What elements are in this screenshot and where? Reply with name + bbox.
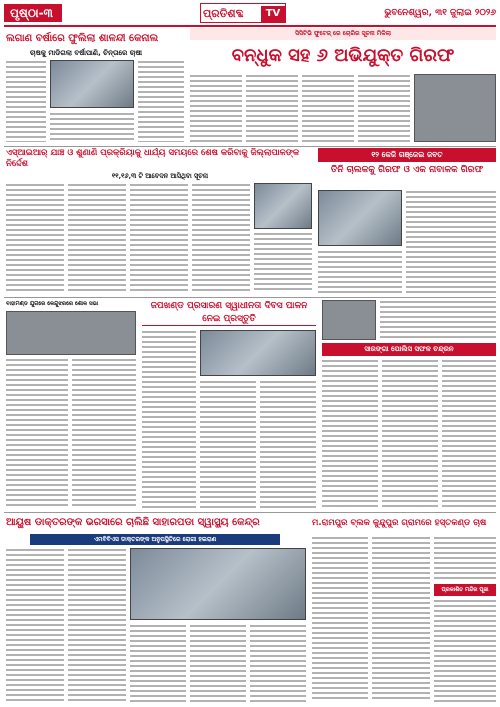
story3-photo bbox=[254, 183, 312, 229]
story8-headline: ମ.ରାମପୁର ବ୍ଲକ କୁନ୍ଦୁପୁର ଗ୍ରାମରେ ହସ୍ତକଣ୍ଡ ଚାଷ bbox=[312, 518, 487, 528]
story6-portrait bbox=[322, 300, 376, 340]
story6-text-col2 bbox=[382, 359, 438, 508]
story8-text-col2 bbox=[372, 536, 430, 702]
story5-text-col3 bbox=[142, 330, 196, 508]
story8-text-col3 bbox=[434, 536, 496, 580]
story1-subheadline: ଚାଷକୁ ମାଡିଗଲା ବର୍ଷାପାଣି, ଚିନ୍ତାରେ ଚାଷୀ bbox=[30, 49, 143, 57]
story5-headline: ଜପଖଣ୍ଡ ପ୍ରସାରଣ ସ୍ୱାଧୀନତା ଦିବସ ପାଳନ ନେଇ ପ୍ରସ୍ତୁତି bbox=[142, 300, 316, 326]
story1-text-col2 bbox=[50, 112, 134, 142]
page-number: ପୃଷ୍ଠା-୩ bbox=[4, 4, 62, 22]
story6-text-top bbox=[380, 300, 496, 340]
divider-3 bbox=[4, 512, 496, 513]
story7-text-col5 bbox=[250, 624, 306, 702]
story7-headline: ଆୟୁଷ ଡାକ୍ତରଙ୍କ ଭରସାରେ ଚାଲିଛି ସାହାରପଡା ସ୍ୱାସ୍ଥ୍ୟ କେନ୍ଦ୍ର bbox=[6, 517, 260, 528]
story7-photo bbox=[130, 548, 306, 620]
story7-subheadline: ଏମବିବିଏସ ଡାକ୍ତରଙ୍କ ଅନୁପସ୍ଥିତିରେ ରୋଗୀ ହଇରାଣ bbox=[30, 534, 280, 545]
story4-text-col2 bbox=[318, 250, 402, 293]
story3-text-col3 bbox=[130, 183, 188, 293]
story2-text-col1 bbox=[190, 74, 242, 142]
edition-date: ଭୁବନେଶ୍ୱର, ୩୧ ଜୁଲାଇ ୨୦୨୬ bbox=[384, 8, 496, 18]
story5-text-col4 bbox=[200, 380, 256, 508]
story7-text-col1 bbox=[6, 548, 64, 702]
story7-text-col3 bbox=[130, 624, 186, 702]
story3-headline: ଏସ୍‌ଆଇଆର୍ ଯାଞ୍ଚ ଓ ଶୁଣାଣି ପ୍ରକ୍ରିୟାକୁ ଧାର୍ଯ୍ୟ ସମୟରେ ଶେଷ କରିବାକୁ ଜିଲ୍ଲାପାଳଙ୍କ ନିର୍ଦ୍ଦେଶ bbox=[6, 148, 300, 169]
story5-small-headline: ବାହାମଣ୍ଡ ଯୁଗରେ କେନ୍ଦୁଝରରେ ଶୋକ ସଭା bbox=[6, 301, 99, 307]
story7-text-col4 bbox=[190, 624, 246, 702]
story7-text-col2 bbox=[68, 548, 126, 702]
story2-text-col3 bbox=[302, 74, 354, 142]
story2-headline: ବନ୍ଧୁକ ସହ ୬ ଅଭିଯୁକ୍ତ ଗିରଫ bbox=[231, 45, 455, 66]
divider-1 bbox=[4, 146, 496, 147]
logo-tv-badge: TV bbox=[261, 6, 285, 22]
story3-text-col4 bbox=[192, 183, 250, 293]
story5-small-photo bbox=[6, 311, 136, 355]
story2-kicker: ସିସିଟିଭି ଫୁଟେଜ୍ ରେ ଚୋରିର ସୂଚନା ମିଳିଲା bbox=[190, 28, 496, 40]
story3-text-col1 bbox=[6, 183, 64, 293]
story9-text bbox=[434, 599, 496, 702]
story4-subheadline: ତିନି ଚାଲକକୁ ଗିରଫ ଓ ଏକ ନାବାଳକ ଗିରଫ bbox=[330, 165, 484, 175]
logo-text: ପ୍ରତିଶବ୍ଦ bbox=[203, 7, 244, 20]
story4-photo bbox=[318, 190, 402, 246]
story4-text-col1 bbox=[406, 190, 496, 293]
story1-headline: ଲଗାଣ ବର୍ଷାରେ ଫୁଲିଲା ଶାଳନ୍ଦୀ କେନାଲ bbox=[6, 33, 159, 44]
story5-text-col5 bbox=[260, 380, 316, 508]
story2-text-col2 bbox=[246, 74, 298, 142]
story9-headline: ପ୍ରକାଶିତ ମନ୍ଦିର ପୂଜା bbox=[434, 584, 496, 596]
header-rule bbox=[4, 25, 496, 27]
story3-subheadline: ୧୧,୧୬,୩ ଟି ଆବେଦନ ଆସିଥିବା ସୂଚନା bbox=[111, 172, 209, 180]
story1-text-col3 bbox=[138, 60, 184, 142]
story4-headline: ୧୨ କେଜି ଗଞ୍ଜେଇ ଜବତ bbox=[318, 148, 496, 162]
story5-photo bbox=[200, 330, 316, 376]
story5-text-col1 bbox=[6, 358, 68, 508]
story1-text-col1 bbox=[6, 60, 46, 142]
story3-text-col2 bbox=[68, 183, 126, 293]
story8-text-col1 bbox=[312, 536, 368, 702]
story2-photo bbox=[414, 74, 496, 142]
story3-text-col5 bbox=[254, 232, 312, 293]
story6-banner: ସାରଙ୍ଗା ପୋଲିସ ସଫଳ ଚନ୍ଦ୍ରନ bbox=[322, 343, 496, 356]
story6-text-col1 bbox=[322, 359, 378, 508]
divider-2 bbox=[4, 297, 496, 298]
story5-text-col2 bbox=[72, 358, 136, 508]
story6-text-col3 bbox=[442, 359, 496, 508]
story2-text-col4 bbox=[358, 74, 410, 142]
story1-photo bbox=[50, 60, 134, 108]
masthead-logo bbox=[200, 3, 286, 23]
